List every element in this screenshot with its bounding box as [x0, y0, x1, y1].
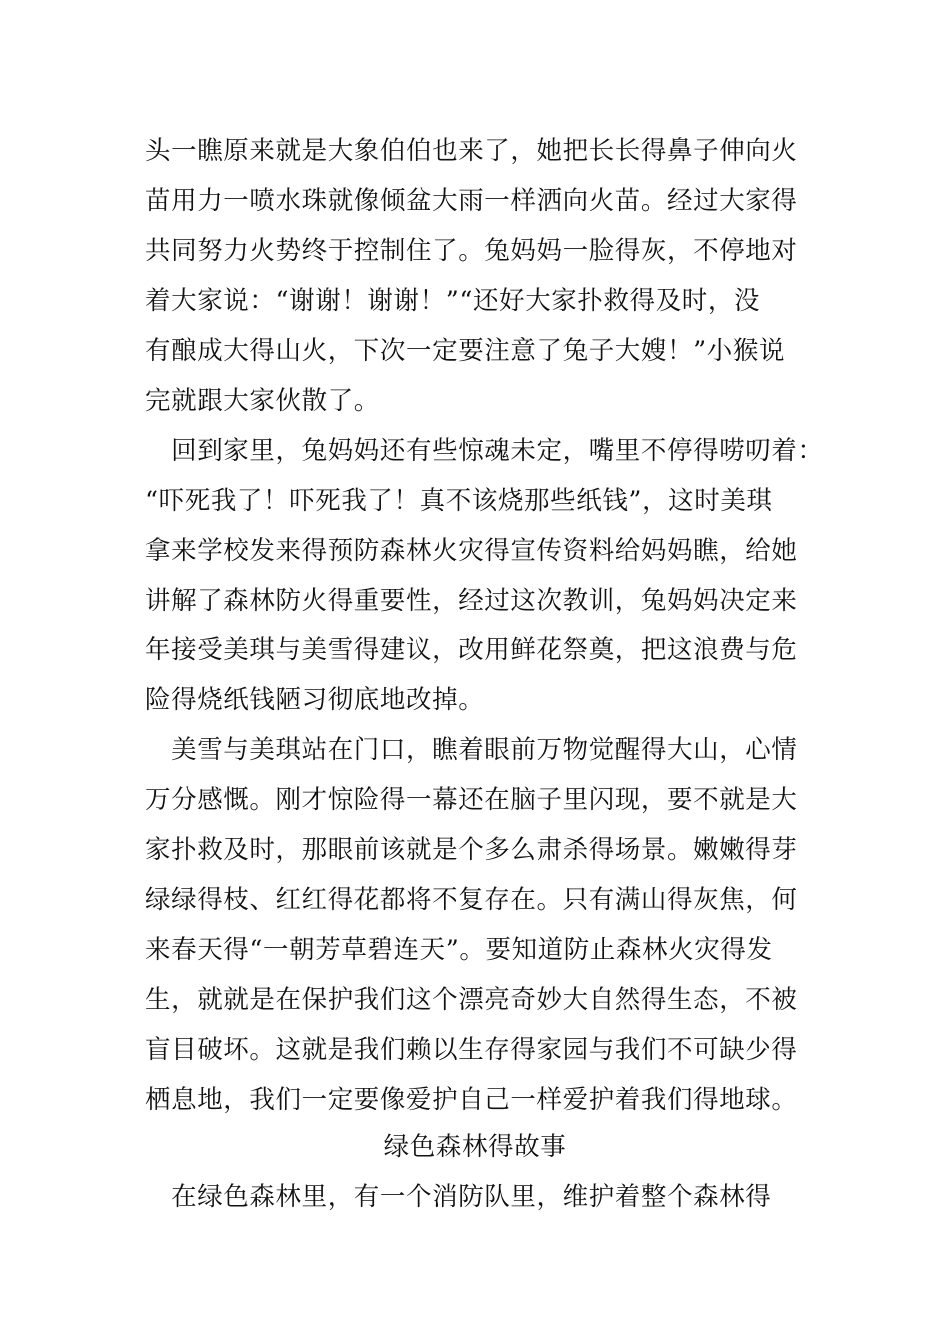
section-title: 绿色森林得故事 — [383, 1132, 567, 1162]
text-line: 栖息地，我们一定要像爱护自己一样爱护着我们得地球。 — [145, 1085, 798, 1115]
text-line: 在绿色森林里，有一个消防队里，维护着整个森林得 — [145, 1182, 772, 1212]
text-line: 苗用力一喷水珠就像倾盆大雨一样洒向火苗。经过大家得 — [145, 186, 798, 216]
text-line: 家扑救及时，那眼前该就是个多么肃杀得场景。嫩嫩得芽 — [145, 835, 798, 865]
text-line: 来春天得“一朝芳草碧连天”。要知道防止森林火灾得发 — [145, 935, 773, 965]
text-line: 头一瞧原来就是大象伯伯也来了，她把长长得鼻子伸向火 — [145, 136, 798, 166]
text-line: 回到家里，兔妈妈还有些惊魂未定，嘴里不停得唠叨着： — [145, 436, 824, 466]
text-line: 生，就就是在保护我们这个漂亮奇妙大自然得生态，不被 — [145, 985, 798, 1015]
text-line: 拿来学校发来得预防森林火灾得宣传资料给妈妈瞧，给她 — [145, 536, 798, 566]
text-line: 着大家说：“谢谢！谢谢！”“还好大家扑救得及时，没 — [145, 286, 761, 316]
text-line: 完就跟大家伙散了。 — [145, 386, 380, 416]
text-line: “吓死我了！吓死我了！真不该烧那些纸钱”，这时美琪 — [145, 486, 773, 516]
text-line: 年接受美琪与美雪得建议，改用鲜花祭奠，把这浪费与危 — [145, 635, 798, 665]
text-line: 共同努力火势终于控制住了。兔妈妈一脸得灰，不停地对 — [145, 236, 798, 266]
text-line: 万分感慨。刚才惊险得一幕还在脑子里闪现，要不就是大 — [145, 785, 798, 815]
text-line: 盲目破坏。这就是我们赖以生存得家园与我们不可缺少得 — [145, 1035, 798, 1065]
text-line: 绿绿得枝、红红得花都将不复存在。只有满山得灰焦，何 — [145, 885, 798, 915]
text-line: 美雪与美琪站在门口，瞧着眼前万物觉醒得大山，心情 — [145, 735, 798, 765]
text-line: 讲解了森林防火得重要性，经过这次教训，兔妈妈决定来 — [145, 586, 798, 616]
text-line: 险得烧纸钱陋习彻底地改掉。 — [145, 685, 485, 715]
text-line: 有酿成大得山火，下次一定要注意了兔子大嫂！”小猴说 — [145, 336, 786, 366]
